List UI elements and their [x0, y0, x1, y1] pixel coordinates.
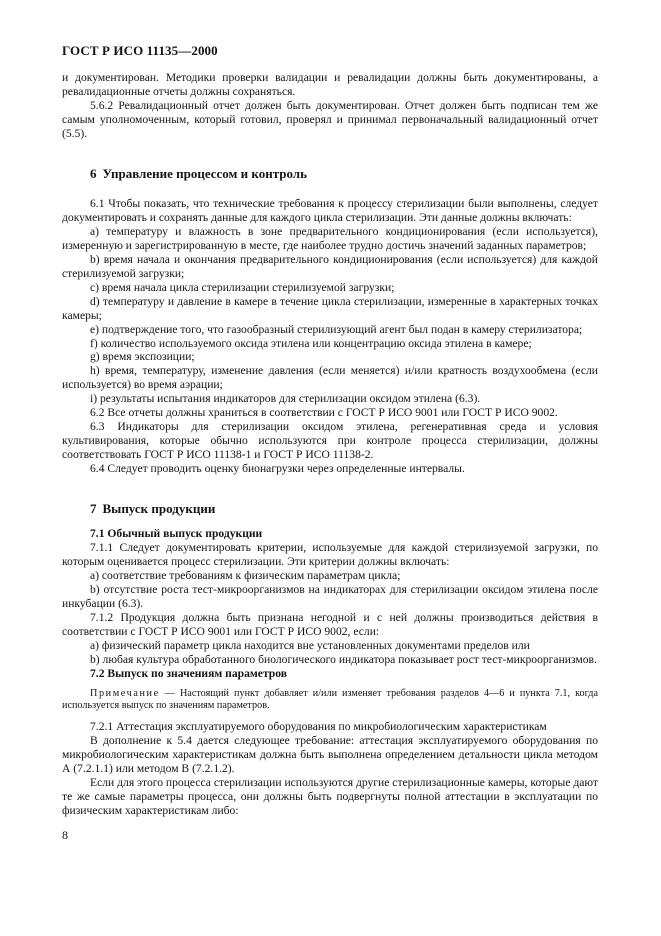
paragraph-continued: и документирован. Методики проверки валидации и ревалидации должны быть документированы, а ревалидационные отчеты должны сохраняться.: [62, 71, 598, 98]
section-6-heading: [62, 167, 598, 181]
list-item-7-1-1-b: b) отсутствие роста тест-микроорганизмов на индикаторах для стерилизации оксидом этилена после инкубации (6.3).: [62, 583, 598, 611]
note-label: Примечание: [90, 687, 160, 699]
section-6-number: 6: [90, 165, 97, 181]
list-item-6-1-i: i) результаты испытания индикаторов для стерилизации оксидом этилена (6.3).: [90, 392, 481, 406]
list-item-6-1-d: d) температуру и давление в камере в течение цикла стерилизации, измеренные в характерных точках камеры;: [62, 294, 598, 322]
paragraph-6-1: 6.1 Чтобы показать, что технические требования к процессу стерилизации были выполнены, следует документировать и сохранять данные для каждого цикла стерилизации. Эти данные должны включать:: [62, 197, 598, 225]
paragraph-5-6-2: 5.6.2 Ревалидационный отчет должен быть документирован. Отчет должен быть подписан тем же самым уполномоченным, который готовил, проверял и принимал первоначальный валидационный отчет (5.5).: [62, 98, 598, 140]
list-item-7-1-2-b: b) любая культура обработанного биологического индикатора показывает рост тест-микроорганизмов.: [90, 652, 597, 666]
section-7-title: Выпуск продукции: [102, 500, 216, 516]
list-item-6-1-c: c) время начала цикла стерилизации стерилизуемой загрузки;: [90, 280, 395, 294]
paragraph-6-2: 6.2 Все отчеты должны храниться в соответствии с ГОСТ Р ИСО 9001 или ГОСТ Р ИСО 9002.: [90, 406, 558, 420]
paragraph-7-2-1-other-chambers: Если для этого процесса стерилизации используются другие стерилизационные камеры, которые дают те же самые параметры процесса, они должны быть подвергнуты полной аттестации в эксплуатации по физическим характеристикам либо:: [62, 775, 598, 817]
subsection-7-2-heading: 7.2 Выпуск по значениям параметров: [90, 666, 287, 680]
paragraph-7-2-1-requirement: В дополнение к 5.4 дается следующее требование: аттестация эксплуатируемого оборудования по микробиологическим характеристикам должна быть выполнена определением детальности цикла методом А (7.2.1.1) или методом В (7.2.1.2).: [62, 734, 598, 775]
list-item-6-1-b: b) время начала и окончания предварительного кондиционирования (если используется) для каждой стерилизуемой загрузки;: [62, 253, 598, 280]
list-item-6-1-a: a) температуру и влажность в зоне предварительного кондиционирования (если используется), измеренную и зарегистрированную в месте, где наиболее трудно достичь значений заданных параметров;: [62, 225, 598, 253]
page-body: [62, 71, 598, 818]
document-header: ГОСТ Р ИСО 11135—2000: [62, 43, 218, 58]
section-6-title: Управление процессом и контроль: [102, 165, 307, 181]
list-item-6-1-e: e) подтверждение того, что газообразный стерилизующий агент был подан в камеру стерилизатора;: [90, 322, 583, 336]
paragraph-7-1-2: 7.1.2 Продукция должна быть признана негодной и с ней должны производиться действия в соответствии с ГОСТ Р ИСО 9001 или ГОСТ Р ИСО 9002, если:: [62, 611, 598, 638]
paragraph-7-1-1: 7.1.1 Следует документировать критерии, используемые для каждой стерилизуемой загрузки, по которым оценивается процесс стерилизации. Эти критерии должны включать:: [62, 541, 598, 569]
note-7-2: [62, 688, 598, 714]
note-text: — Настоящий пункт добавляет и/или изменяет требования разделов 4—6 и пункта 7.1, когда используется выпуск по значениям параметров.: [62, 687, 598, 712]
list-item-7-1-1-a: a) соответствие требованиям к физическим параметрам цикла;: [90, 569, 401, 583]
list-item-7-1-2-a: a) физический параметр цикла находится вне установленных документами пределов или: [90, 638, 530, 652]
list-item-6-1-h: h) время, температуру, изменение давления (если меняется) и/или кратность воздухообмена (если используется) во время аэрации;: [62, 364, 598, 392]
paragraph-6-4: 6.4 Следует проводить оценку бионагрузки через определенные интервалы.: [90, 461, 465, 475]
subsection-7-1-heading: 7.1 Обычный выпуск продукции: [90, 527, 263, 541]
section-7-number: 7: [90, 500, 97, 516]
list-item-6-1-f: f) количество используемого оксида этилена или концентрацию оксида этилена в камере;: [90, 336, 532, 350]
page-number: 8: [62, 828, 68, 842]
paragraph-6-3: 6.3 Индикаторы для стерилизации оксидом этилена, регенеративная среда и условия культивирования, которые обычно используются при контроле процесса стерилизации, должны соответствовать ГОСТ Р ИСО 11138-1 и ГОСТ Р ИСО 11138-2.: [62, 419, 598, 461]
section-7-heading: [62, 502, 598, 516]
list-item-6-1-g: g) время экспозиции;: [90, 350, 195, 364]
paragraph-7-2-1: 7.2.1 Аттестация эксплуатируемого оборудования по микробиологическим характеристикам: [90, 720, 547, 734]
